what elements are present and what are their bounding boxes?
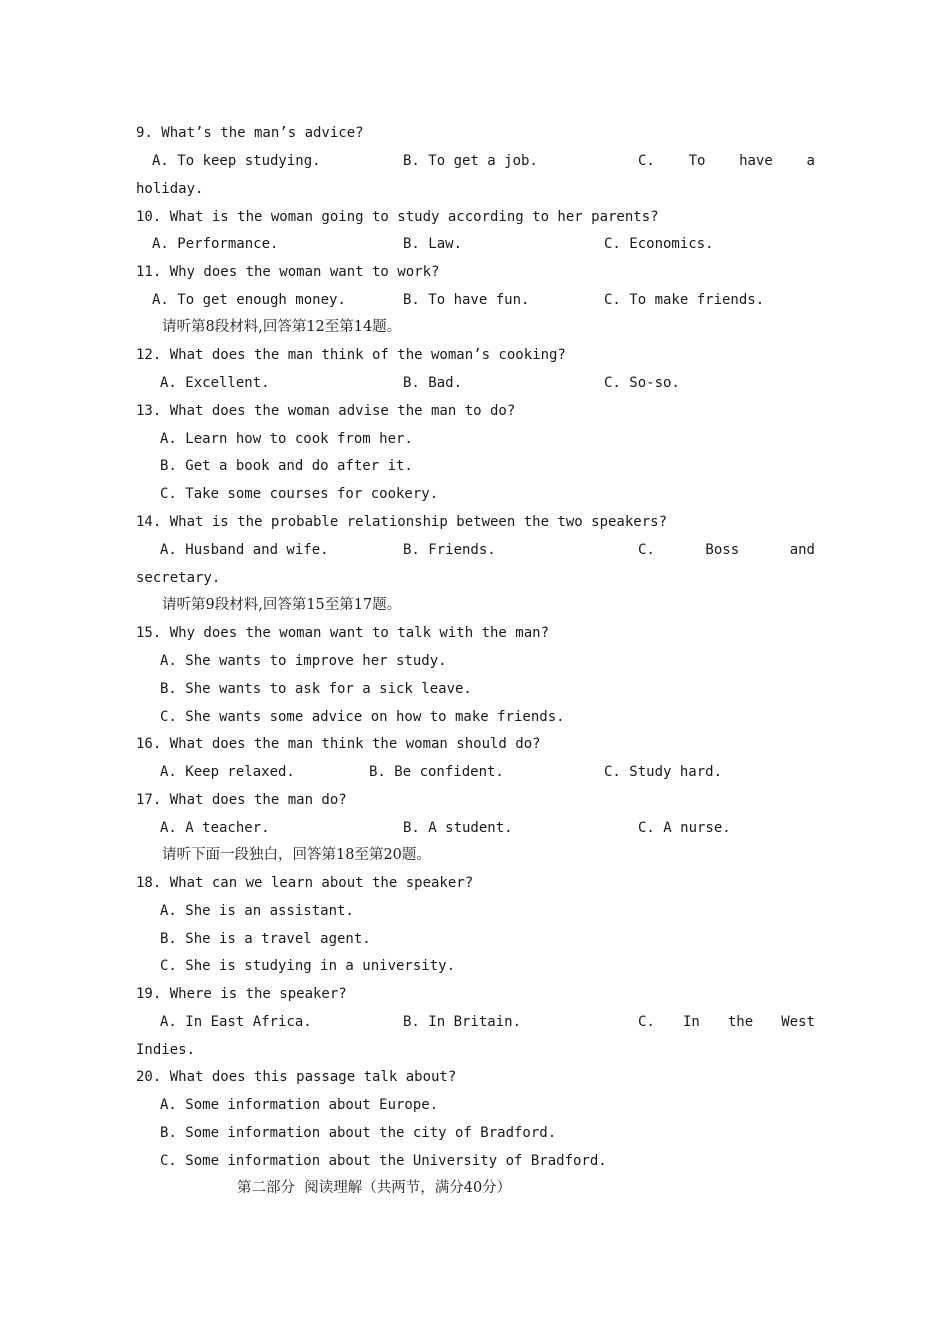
question-11-options bbox=[0, 289, 765, 311]
option-c bbox=[638, 1011, 815, 1033]
option-c-word: West bbox=[781, 1014, 815, 1030]
question-20-option-a bbox=[0, 1094, 439, 1116]
option-b: B. Friends. bbox=[403, 542, 496, 558]
part-heading bbox=[0, 1177, 512, 1199]
question-13-option-a bbox=[0, 428, 413, 450]
question-14-options bbox=[0, 539, 815, 561]
question-15 bbox=[0, 622, 550, 644]
option-a: A. A teacher. bbox=[160, 820, 270, 836]
question-stem: 15. Why does the woman want to talk with the man? bbox=[136, 625, 550, 641]
option-c-word: a bbox=[806, 153, 815, 169]
option-b: B. Some information about the city of Bradford. bbox=[160, 1125, 557, 1141]
question-17 bbox=[0, 789, 347, 811]
option-c-word: the bbox=[727, 1014, 754, 1030]
option-c-word: and bbox=[789, 542, 815, 558]
option-b: B. Bad. bbox=[403, 375, 463, 391]
question-stem: 16. What does the man think the woman should do? bbox=[136, 736, 541, 752]
section-instruction bbox=[0, 594, 402, 616]
option-b: B. Be confident. bbox=[369, 764, 504, 780]
question-18 bbox=[0, 872, 474, 894]
question-14 bbox=[0, 511, 668, 533]
option-c-word: C. bbox=[638, 542, 655, 558]
question-19-options-cont bbox=[0, 1039, 196, 1061]
question-13 bbox=[0, 400, 516, 422]
question-9-options bbox=[0, 150, 815, 172]
option-b: B. She wants to ask for a sick leave. bbox=[160, 681, 472, 697]
question-19-options bbox=[0, 1011, 815, 1033]
question-20-option-c bbox=[0, 1150, 607, 1172]
question-12 bbox=[0, 344, 566, 366]
option-b: B. To have fun. bbox=[403, 292, 530, 308]
option-a: A. Husband and wife. bbox=[160, 542, 329, 558]
question-15-option-a bbox=[0, 650, 447, 672]
option-c: C. So-so. bbox=[604, 375, 680, 391]
option-a: A. Some information about Europe. bbox=[160, 1097, 439, 1113]
option-a: A. She wants to improve her study. bbox=[160, 653, 447, 669]
option-c-word: To bbox=[688, 153, 706, 169]
question-10-options bbox=[0, 233, 714, 255]
question-13-option-c bbox=[0, 483, 439, 505]
option-c-word: C. bbox=[638, 153, 655, 169]
question-10 bbox=[0, 206, 659, 228]
option-c: C. She is studying in a university. bbox=[160, 958, 456, 974]
option-a: A. Learn how to cook from her. bbox=[160, 431, 413, 447]
option-a: A. Excellent. bbox=[160, 375, 270, 391]
question-stem: 20. What does this passage talk about? bbox=[136, 1069, 457, 1085]
option-b: B. Get a book and do after it. bbox=[160, 458, 413, 474]
question-stem: 10. What is the woman going to study according to her parents? bbox=[136, 209, 659, 225]
question-stem: 13. What does the woman advise the man to do? bbox=[136, 403, 516, 419]
option-a: A. To get enough money. bbox=[152, 292, 346, 308]
question-stem: 18. What can we learn about the speaker? bbox=[136, 875, 474, 891]
option-c: C. A nurse. bbox=[638, 820, 731, 836]
question-16-options bbox=[0, 761, 723, 783]
question-13-option-b bbox=[0, 455, 413, 477]
section-9-instruction: 请听第9段材料,回答第15至第17题。 bbox=[162, 597, 402, 613]
question-stem: 17. What does the man do? bbox=[136, 792, 347, 808]
option-a: A. In East Africa. bbox=[160, 1014, 312, 1030]
option-c-word: Boss bbox=[705, 542, 740, 558]
question-9-options-cont bbox=[0, 178, 204, 200]
option-c-word: have bbox=[739, 153, 773, 169]
question-20-option-b bbox=[0, 1122, 557, 1144]
option-c: C. Economics. bbox=[604, 236, 714, 252]
option-a: A. She is an assistant. bbox=[160, 903, 354, 919]
option-a: A. To keep studying. bbox=[152, 153, 321, 169]
option-c bbox=[638, 150, 815, 172]
question-stem: 14. What is the probable relationship between the two speakers? bbox=[136, 514, 668, 530]
option-c: C. To make friends. bbox=[604, 292, 765, 308]
option-c: C. Take some courses for cookery. bbox=[160, 486, 439, 502]
question-9 bbox=[0, 122, 364, 144]
question-stem: 12. What does the man think of the woman’s cooking? bbox=[136, 347, 566, 363]
option-c-continued: secretary. bbox=[136, 570, 221, 586]
question-17-options bbox=[0, 817, 731, 839]
question-11 bbox=[0, 261, 440, 283]
question-stem: 11. Why does the woman want to work? bbox=[136, 264, 440, 280]
option-c: C. Study hard. bbox=[604, 764, 723, 780]
question-14-options-cont bbox=[0, 567, 221, 589]
option-b: B. A student. bbox=[403, 820, 513, 836]
question-19 bbox=[0, 983, 347, 1005]
option-b: B. She is a travel agent. bbox=[160, 931, 371, 947]
option-b: B. To get a job. bbox=[403, 153, 538, 169]
option-b: B. Law. bbox=[403, 236, 463, 252]
part-2-title: 第二部分 阅读理解（共两节，满分40分） bbox=[237, 1180, 512, 1196]
option-a: A. Performance. bbox=[152, 236, 279, 252]
option-c-word: C. bbox=[638, 1014, 655, 1030]
option-c-word: In bbox=[682, 1014, 700, 1030]
section-8-instruction: 请听第8段材料,回答第12至第14题。 bbox=[162, 319, 402, 335]
section-instruction bbox=[0, 316, 402, 338]
question-stem: 9. What’s the man’s advice? bbox=[136, 125, 364, 141]
question-18-option-b bbox=[0, 928, 371, 950]
option-c-continued: Indies. bbox=[136, 1042, 196, 1058]
question-16 bbox=[0, 733, 541, 755]
question-20 bbox=[0, 1066, 457, 1088]
option-b: B. In Britain. bbox=[403, 1014, 522, 1030]
question-18-option-c bbox=[0, 955, 456, 977]
option-a: A. Keep relaxed. bbox=[160, 764, 295, 780]
question-15-option-c bbox=[0, 706, 565, 728]
section-10-instruction: 请听下面一段独白，回答第18至第20题。 bbox=[162, 847, 431, 863]
question-18-option-a bbox=[0, 900, 354, 922]
option-c-continued: holiday. bbox=[136, 181, 204, 197]
option-c bbox=[638, 539, 815, 561]
option-c: C. Some information about the University of Bradford. bbox=[160, 1153, 607, 1169]
question-12-options bbox=[0, 372, 680, 394]
section-instruction bbox=[0, 844, 431, 866]
option-c: C. She wants some advice on how to make friends. bbox=[160, 709, 565, 725]
question-15-option-b bbox=[0, 678, 472, 700]
question-stem: 19. Where is the speaker? bbox=[136, 986, 347, 1002]
